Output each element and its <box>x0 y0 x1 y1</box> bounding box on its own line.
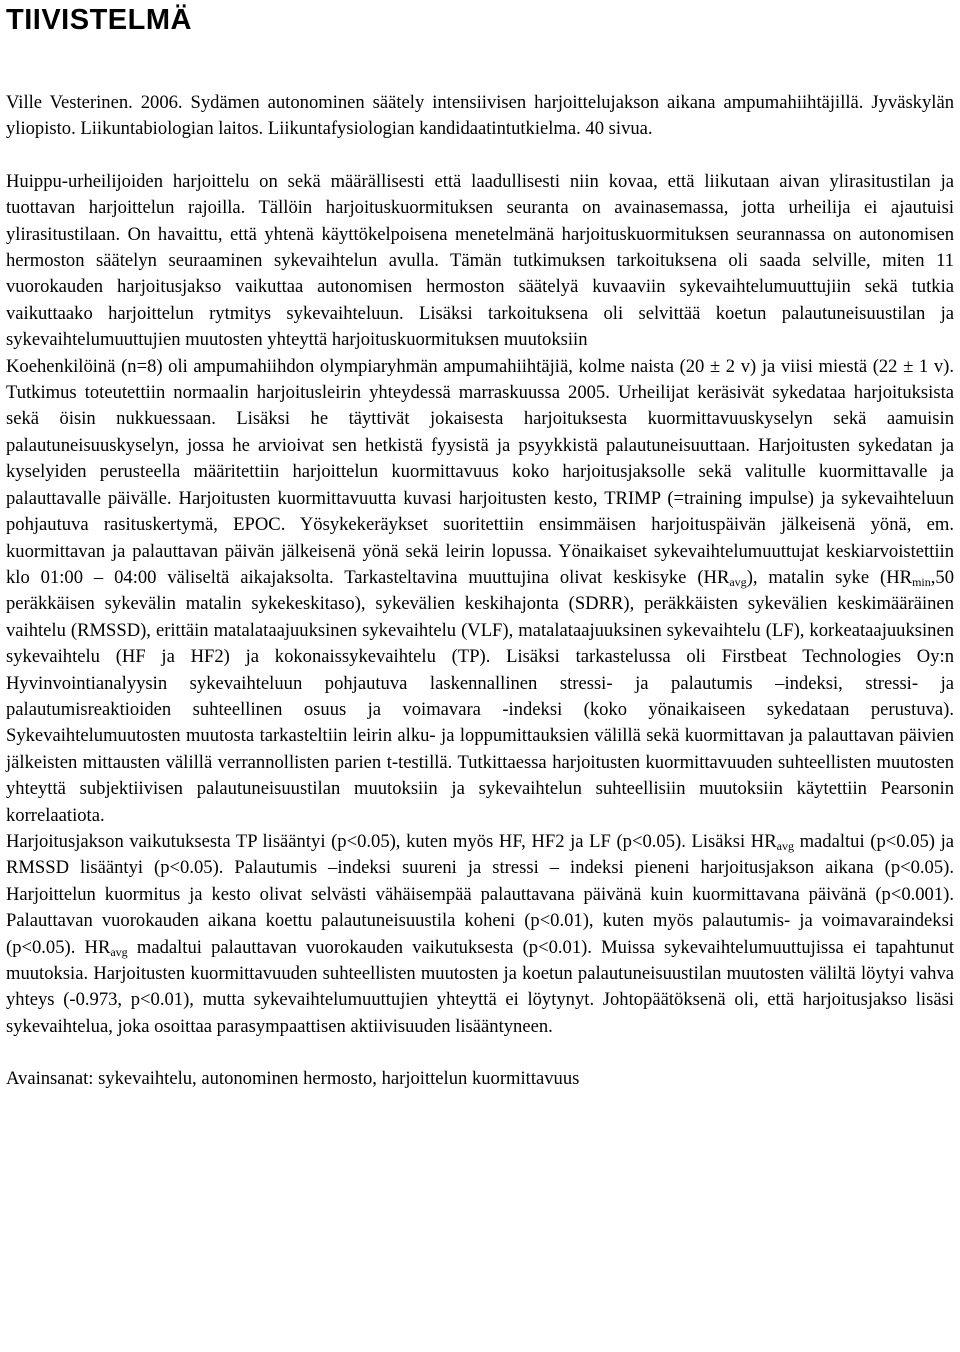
citation-paragraph: Ville Vesterinen. 2006. Sydämen autonominen säätely intensiivisen harjoittelujakson aikana ampumahiihtäjillä. Jyväskylän yliopisto. Liikuntabiologian laitos. Liikuntafysiologian kandidaatintutkielma. 40 sivua. <box>6 92 954 140</box>
hr-avg-subscript: avg <box>729 574 747 589</box>
intro-paragraph: Huippu-urheilijoiden harjoittelu on sekä määrällisesti että laadullisesti niin kovaa, että liikutaan aivan ylirasitustilan ja tuottavan harjoittelun rajoilla. Tällöin harjoituskuormituksen seuranta on avainasemassa, jotta urheilija ei ajautuisi ylirasitustilaan. On havaittu, että yhtenä käyttökelpoisena menetelmänä harjoituskuormituksen seurannassa on autonomisen hermoston säätelyn seuraaminen sykevaihtelun avulla. Tämän tutkimuksen tarkoituksena oli saada selville, miten 11 vuorokauden harjoitusjakso vaikuttaa autonomisen hermoston säätelyä kuvaaviin sykevaihtelumuuttujiin sekä tutkia vaikuttaako harjoittelun rytmitys sykevaihteluun. Lisäksi tarkoituksena oli selvittää koetun palautuneisuustilan ja sykevaihtelumuuttujien muutosten yhteyttä harjoituskuormituksen muutoksiin <box>6 170 954 351</box>
document-page <box>6 0 954 1093</box>
results-text-1: Harjoitusjakson vaikutuksesta TP lisääntyi (p<0.05), kuten myös HF, HF2 ja LF (p<0.05). Lisäksi HR <box>6 830 777 852</box>
results-text-2: madaltui (p<0.05) ja RMSSD lisääntyi (p<0.05). Palautumis –indeksi suureni ja stressi – indeksi pieneni harjoitusjakson aikana (p<0.05). Harjoittelun kuormitus ja kesto olivat selvästi vähäisempää palauttavana päivänä kuin kuormittavana päivänä (p<0.001). Palauttavan vuorokauden aikana koettu palautuneisuustila koheni (p<0.01), kuten myös palautumis- ja voimavaraindeksi (p<0.05). HR <box>6 830 954 958</box>
results-paragraph <box>6 829 954 1040</box>
methods-text-1: Koehenkilöinä (n=8) oli ampumahiihdon olympiaryhmän ampumahiihtäjiä, kolme naista (20 ± 2 v) ja viisi miestä (22 ± 1 v). Tutkimus toteutettiin normaalin harjoitusleirin yhteydessä marraskuussa 2005. Urheilijat keräsivät sykedataa harjoituksista sekä öisin nukkuessaan. Lisäksi he täyttivät jokaisesta harjoituksesta kuormittavuuskyselyn sekä aamuisin palautuneisuuskyselyn, jossa he arvioivat sen hetkistä fyysistä ja psyykkistä palautuneisuuttaan. Harjoitusten sykedatan ja kyselyiden perusteella määritettiin harjoittelun kuormittavuus koko harjoitusjaksolle sekä valitulle kuormittavalle ja palauttavalle päivälle. Harjoitusten kuormittavuutta kuvasi harjoitusten kesto, TRIMP (=training impulse) ja sykevaihteluun pohjautuva rasituskertymä, EPOC. Yösykekeräykset suoritettiin ensimmäisen harjoituspäivän jälkeisenä yönä, em. kuormittavan ja palauttavan päivän jälkeisenä yönä sekä leirin lopussa. Yönaikaiset sykevaihtelumuuttujat keskiarvoistettiin klo 01:00 – 04:00 väliseltä aikajaksolta. Tarkasteltavina muuttujina olivat keskisyke (HR <box>6 355 954 588</box>
hr-min-subscript: min <box>912 574 931 589</box>
keywords-line: Avainsanat: sykevaihtelu, autonominen hermosto, harjoittelun kuormittavuus <box>6 1068 580 1090</box>
methods-paragraph <box>6 354 954 829</box>
methods-text-2: ), matalin syke (HR <box>746 566 913 588</box>
hr-avg-subscript: avg <box>110 944 128 959</box>
hr-avg-subscript: avg <box>776 838 794 853</box>
page-title: TIIVISTELMÄ <box>6 4 192 36</box>
results-text-3: madaltui palauttavan vuorokauden vaikutuksesta (p<0.01). Muissa sykevaihtelumuuttujissa ei tapahtunut muutoksia. Harjoitusten kuormittavuuden suhteellisten muutosten ja koetun palautuneisuustilan muutosten väliltä löytyi vahva yhteys (-0.973, p<0.01), mutta sykevaihtelumuuttujien yhteyttä ei löytynyt. Johtopäätöksenä oli, että harjoitusjakso lisäsi sykevaihtelua, joka osoittaa parasympaattisen aktiivisuuden lisääntyneen. <box>6 936 954 1037</box>
methods-text-3: ,50 peräkkäisen sykevälin matalin sykekeskitaso), sykevälien keskihajonta (SDRR), peräkkäisten sykevälien keskimääräinen vaihtelu (RMSSD), erittäin matalataajuuksinen sykevaihtelu (VLF), matalataajuuksinen sykevaihtelu (LF), korkeataajuuksinen sykevaihtelu (HF ja HF2) ja kokonaissykevaihtelu (TP). Lisäksi tarkastelussa oli Firstbeat Technologies Oy:n Hyvinvointianalyysin sykevaihteluun pohjautuva laskennallinen stressi- ja palautumis –indeksi, stressi- ja palautumisreaktioiden suhteellinen osuus ja voimavara -indeksi (koko yönaikaiseen sykedataan perustuva). Sykevaihtelumuutosten muutosta tarkasteltiin leirin alku- ja loppumittauksien välillä sekä kuormittavan ja palauttavan päivien jälkeisten mittausten välillä verrannollisten parien t-testillä. Tutkittaessa harjoitusten kuormittavuuden suhteellisten muutosten yhteyttä subjektiivisen palautuneisuustilan muutoksiin ja sykevaihtelun suhteellisiin muutoksiin käytettiin Pearsonin korrelaatiota. <box>6 566 955 826</box>
